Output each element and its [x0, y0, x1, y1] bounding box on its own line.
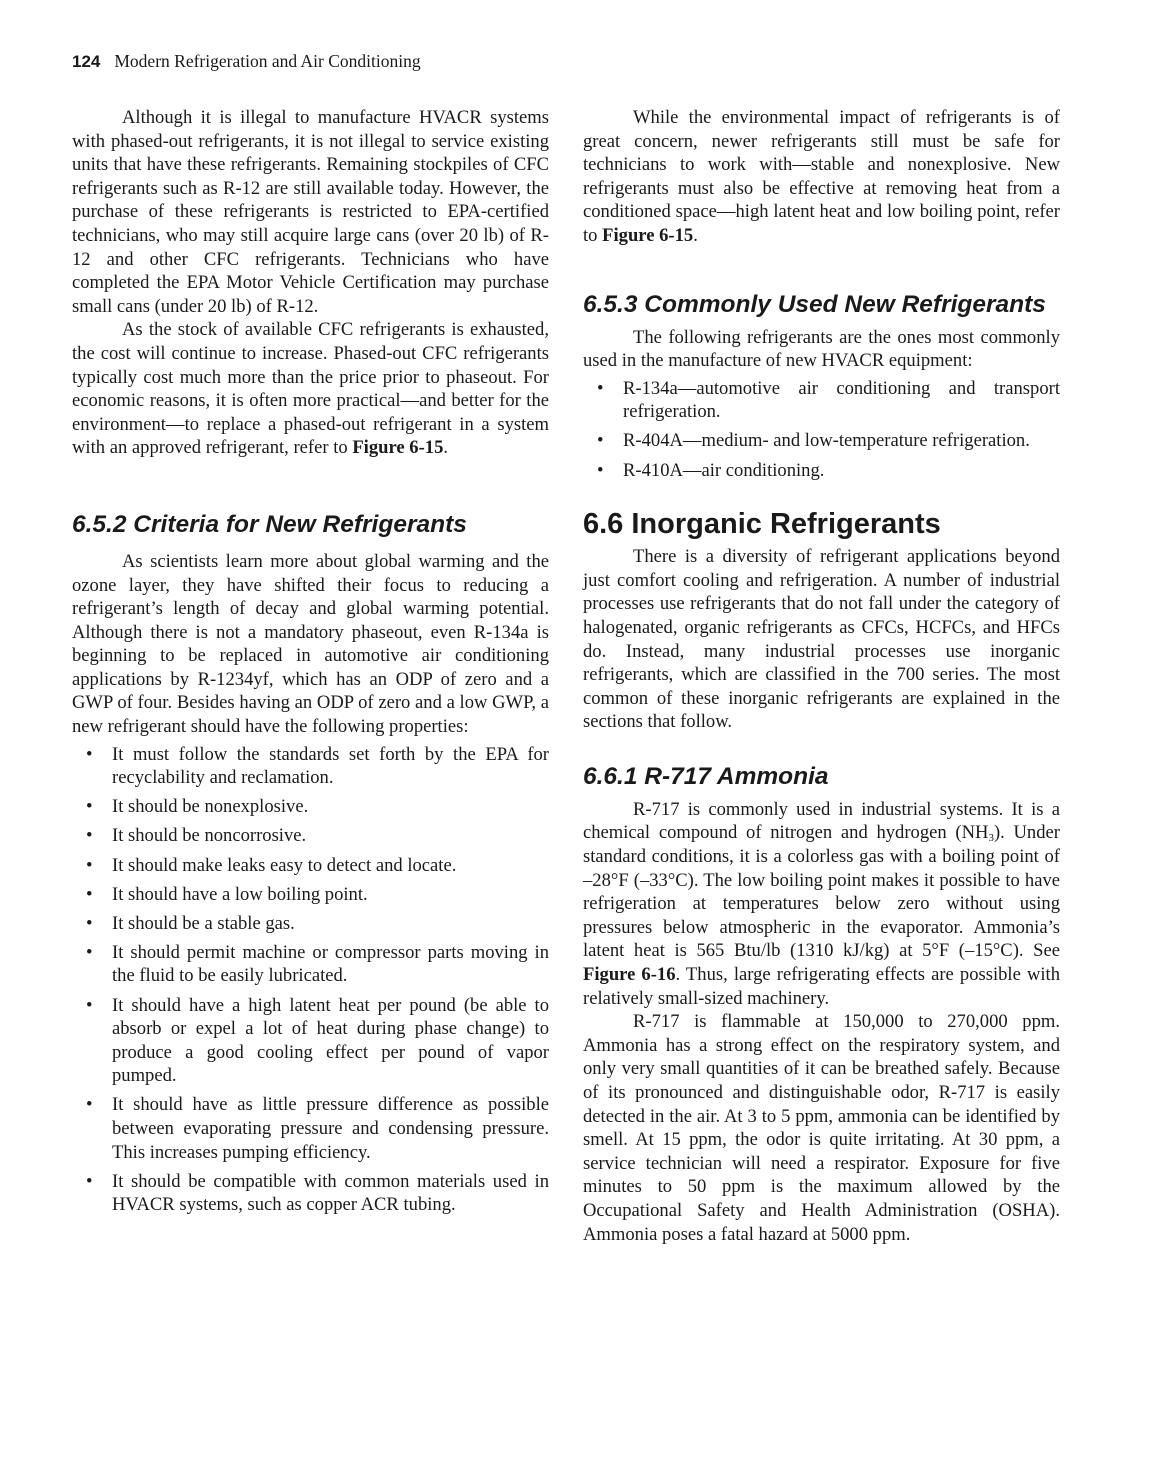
running-title: Modern Refrigeration and Air Conditioning — [114, 51, 421, 71]
section-heading: 6.6 Inorganic Refrigerants — [583, 508, 941, 541]
figure-reference: Figure 6-15 — [602, 224, 694, 246]
list-item: • It should make leaks easy to detect and locate. — [72, 854, 549, 878]
right-column — [583, 106, 1060, 1246]
paragraph: The following refrigerants are the ones most commonly used in the manufacture of new HVACR equipment: — [583, 326, 1060, 372]
page-number: 124 — [72, 52, 101, 71]
section-heading: 6.5.2 Criteria for New Refrigerants — [72, 510, 467, 538]
list-item: • R-410A—air conditioning. — [583, 459, 1060, 483]
section-heading: 6.6.1 R-717 Ammonia — [583, 762, 829, 790]
section-heading: 6.5.3 Commonly Used New Refrigerants — [583, 290, 1046, 318]
list-item: • R-134a—automotive air conditioning and transport refrigeration. — [583, 377, 1060, 424]
list-item: • It should permit machine or compressor parts moving in the fluid to be easily lubricated. — [72, 941, 549, 988]
figure-reference: Figure 6-16 — [583, 964, 676, 986]
paragraph: R-717 is commonly used in industrial systems. It is a chemical compound of nitrogen and hydrogen $(NH_3)$. Under standard conditions, it is a colorless gas with a boiling point of –28°F (–33°C). The low boiling point makes it possible to have refrigeration at temperatures below zero without using pressures below atmospheric in the evaporator. Ammonia’s latent heat is 565 Btu/lb (1310 kJ/kg) at 5°F (–15°C). See Figure 6-16. Thus, large refrigerating effects are possible with relatively small-sized machinery. — [583, 798, 1060, 1009]
paragraph: As the stock of available CFC refrigerants is exhausted, the cost will continue to increase. Phased-out CFC refrigerants typically cost much more than the price prior to phaseout. For economic reasons, it is often more practical—and better for the environment—to replace a phased-out refrigerant in a system with an approved refrigerant, refer to Figure 6-15. — [72, 319, 549, 459]
figure-reference: Figure 6-15 — [352, 437, 444, 459]
paragraph: As scientists learn more about global warming and the ozone layer, they have shifted their focus to reducing a refrigerant’s length of decay and global warming potential. Although there is not a mandatory phaseout, even R-134a is beginning to be replaced in automotive air conditioning applications by R-1234yf, which has an ODP of zero and a GWP of four. Besides having an ODP of zero and a low GWP, a new refrigerant should have the following properties: — [72, 550, 549, 738]
list-item: • It should be a stable gas. — [72, 912, 549, 936]
bullet-list — [583, 377, 1060, 482]
paragraph: There is a diversity of refrigerant applications beyond just comfort cooling and refrigeration. A number of industrial processes use refrigerants that do not fall under the category of halogenated, organic refrigerants as CFCs, HCFCs, and HFCs do. Instead, many industrial processes use inorganic refrigerants, which are classified in the 700 series. The most common of these inorganic refrigerants are explained in the sections that follow. — [583, 546, 1060, 733]
list-item: • It should have a low boiling point. — [72, 883, 549, 907]
subscript: 3 — [988, 832, 994, 845]
page-header — [72, 51, 421, 75]
list-item: • R-404A—medium- and low-temperature refrigeration. — [583, 429, 1060, 453]
list-item: • It should have a high latent heat per pound (be able to absorb or expel a lot of heat during phase change) to produce a good cooling effect per pound of vapor pumped. — [72, 994, 549, 1088]
list-item: • It should have as little pressure difference as possible between evaporating pressure and condensing pressure. This increases pumping efficiency. — [72, 1093, 549, 1164]
paragraph: Although it is illegal to manufacture HVACR systems with phased-out refrigerants, it is not illegal to service existing units that have these refrigerants. Remaining stockpiles of CFC refrigerants such as R-12 are still available today. However, the purchase of these refrigerants is restricted to EPA-certified technicians, who may still acquire large cans (over 20 lb) of R-12 and other CFC refrigerants. Technicians who have completed the EPA Motor Vehicle Certification may purchase small cans (under 20 lb) of R-12. — [72, 107, 549, 317]
list-item: • It must follow the standards set forth by the EPA for recyclability and reclamation. — [72, 743, 549, 790]
list-item: • It should be noncorrosive. — [72, 824, 549, 848]
list-item: • It should be nonexplosive. — [72, 795, 549, 819]
bullet-list — [72, 743, 549, 1217]
list-item: • It should be compatible with common materials used in HVACR systems, such as copper ACR tubing. — [72, 1170, 549, 1217]
paragraph: R-717 is flammable at 150,000 to 270,000 ppm. Ammonia has a strong effect on the respiratory system, and only very small quantities of it can be breathed safely. Because of its pronounced and distinguishable odor, R-717 is easily detected in the air. At 3 to 5 ppm, ammonia can be identified by smell. At 15 ppm, the odor is quite irritating. At 30 ppm, a service technician will need a respirator. Exposure for five minutes to 50 ppm is the maximum allowed by the Occupational Safety and Health Administration (OSHA). Ammonia poses a fatal hazard at 5000 ppm. — [583, 1011, 1060, 1245]
paragraph: While the environmental impact of refrigerants is of great concern, newer refrigerants still must be safe for technicians to work with—stable and nonexplosive. New refrigerants must also be effective at removing heat from a conditioned space—high latent heat and low boiling point, refer to Figure 6-15. — [583, 107, 1060, 246]
left-column — [72, 106, 549, 1222]
